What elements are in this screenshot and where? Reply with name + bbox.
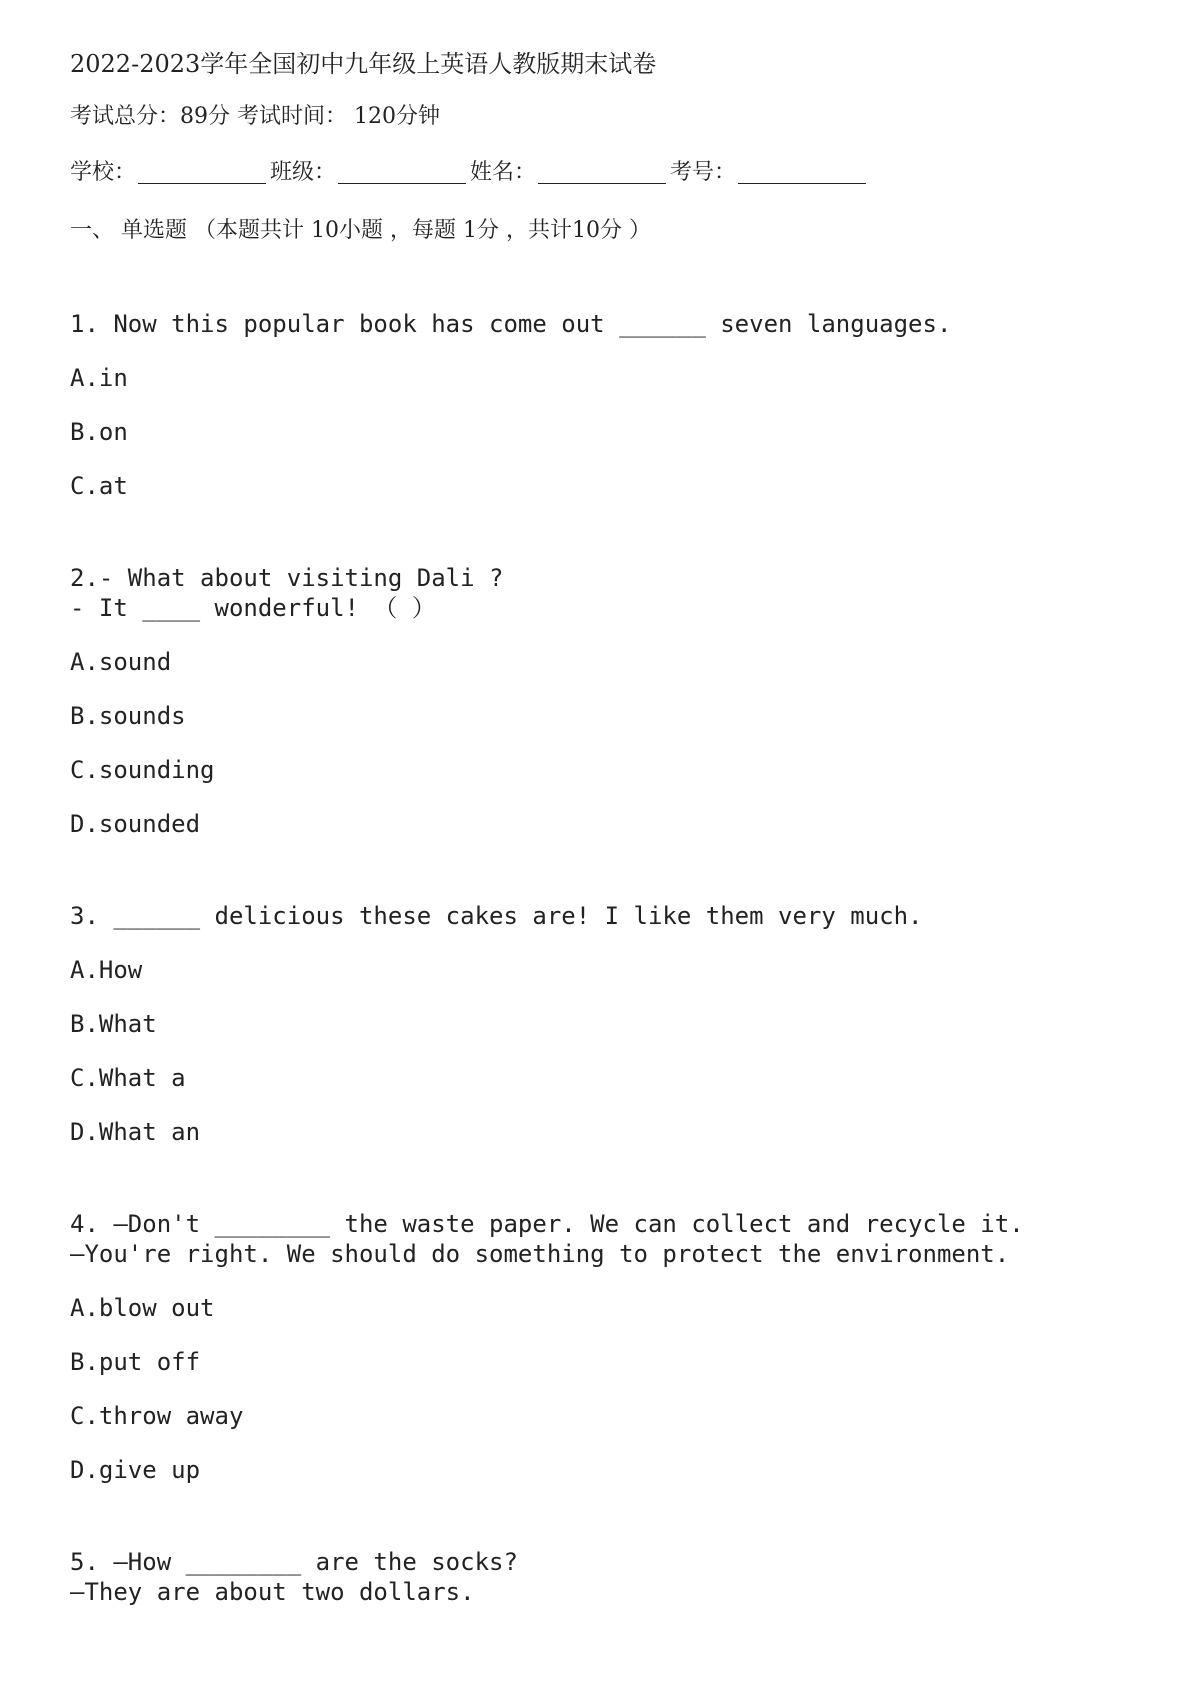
question-2-option-a[interactable]: A.sound (70, 648, 172, 676)
question-4-text-line-2: —You're right. We should do something to protect the environment. (70, 1240, 1010, 1268)
info-label-school: 学校： (70, 160, 137, 185)
info-label-id: 考号： (670, 160, 737, 185)
student-info-row (70, 160, 870, 186)
info-label-class: 班级： (270, 160, 337, 185)
question-4-option-b[interactable]: B.put off (70, 1348, 201, 1376)
question-3-option-b[interactable]: B.What (70, 1010, 157, 1038)
question-3-option-a[interactable]: A.How (70, 956, 143, 984)
question-2-option-c[interactable]: C.sounding (70, 756, 215, 784)
name-blank[interactable] (538, 161, 666, 184)
question-1-option-a[interactable]: A.in (70, 364, 128, 392)
question-3-option-c[interactable]: C.What a (70, 1064, 186, 1092)
exam-meta: 考试总分：89分 考试时间： 120分钟 (70, 104, 440, 129)
question-5-text-line-1: 5. —How ________ are the socks? (70, 1548, 518, 1576)
question-2-text-line-2: - It ____ wonderful! （ ） (70, 594, 436, 622)
question-3-option-d[interactable]: D.What an (70, 1118, 201, 1146)
question-4-text-line-1: 4. —Don't ________ the waste paper. We can collect and recycle it. (70, 1210, 1024, 1238)
school-blank[interactable] (138, 161, 266, 184)
question-1-option-c[interactable]: C.at (70, 472, 128, 500)
question-3-text: 3. ______ delicious these cakes are! I like them very much. (70, 902, 923, 930)
question-2-option-b[interactable]: B.sounds (70, 702, 186, 730)
info-label-name: 姓名： (470, 160, 537, 185)
question-5-text-line-2: —They are about two dollars. (70, 1578, 475, 1606)
question-2-option-d[interactable]: D.sounded (70, 810, 201, 838)
id-blank[interactable] (738, 161, 866, 184)
class-blank[interactable] (338, 161, 466, 184)
question-1-option-b[interactable]: B.on (70, 418, 128, 446)
page-title: 2022-2023学年全国初中九年级上英语人教版期末试卷 (70, 50, 657, 78)
question-4-option-d[interactable]: D.give up (70, 1456, 201, 1484)
question-4-option-c[interactable]: C.throw away (70, 1402, 244, 1430)
question-1-text: 1. Now this popular book has come out ______ seven languages. (70, 310, 952, 338)
question-4-option-a[interactable]: A.blow out (70, 1294, 215, 1322)
section-heading: 一、 单选题 （本题共计 10小题 ，每题 1分 ，共计10分 ） (70, 218, 651, 243)
question-2-text-line-1: 2.- What about visiting Dali ? (70, 564, 504, 592)
